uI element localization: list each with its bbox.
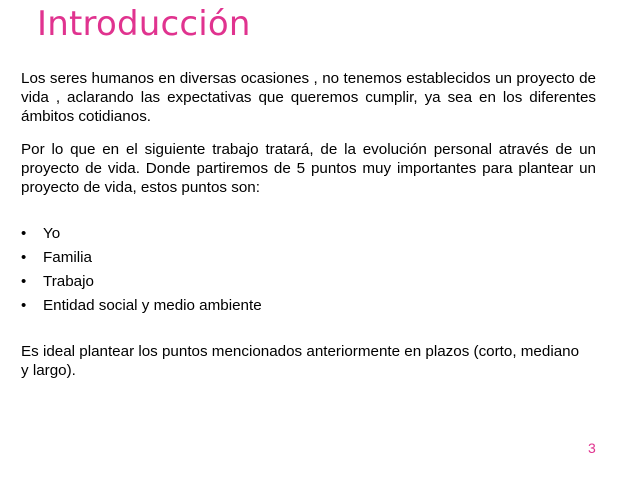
- purpose-paragraph: Por lo que en el siguiente trabajo tratará, de la evolución personal através de un proyecto de vida. Donde partiremos de 5 puntos muy importantes para plantear un proyecto de vida, estos puntos son:: [21, 141, 596, 196]
- bullet-icon: •: [21, 225, 27, 242]
- list-item: [21, 222, 581, 246]
- list-item-label: Trabajo: [43, 273, 94, 290]
- list-item-label: Yo: [43, 225, 61, 242]
- page-number: 3: [588, 440, 596, 456]
- intro-paragraph: Los seres humanos en diversas ocasiones , no tenemos establecidos un proyecto de vida , aclarando las expectativas que queremos cumplir, ya sea en los diferentes ámbitos cotidianos.: [21, 70, 596, 125]
- list-item: [21, 294, 581, 318]
- bullet-icon: •: [21, 297, 27, 314]
- bullet-icon: •: [21, 249, 27, 266]
- closing-paragraph: Es ideal plantear los puntos mencionados anteriormente en plazos (corto, mediano y largo).: [21, 343, 580, 379]
- list-item-label: Entidad social y medio ambiente: [43, 297, 262, 314]
- list-item: [21, 246, 581, 270]
- bullet-icon: •: [21, 273, 27, 290]
- points-list: [21, 222, 581, 318]
- list-item-label: Familia: [43, 249, 92, 266]
- list-item: [21, 270, 581, 294]
- slide-title: Introducción: [37, 4, 251, 44]
